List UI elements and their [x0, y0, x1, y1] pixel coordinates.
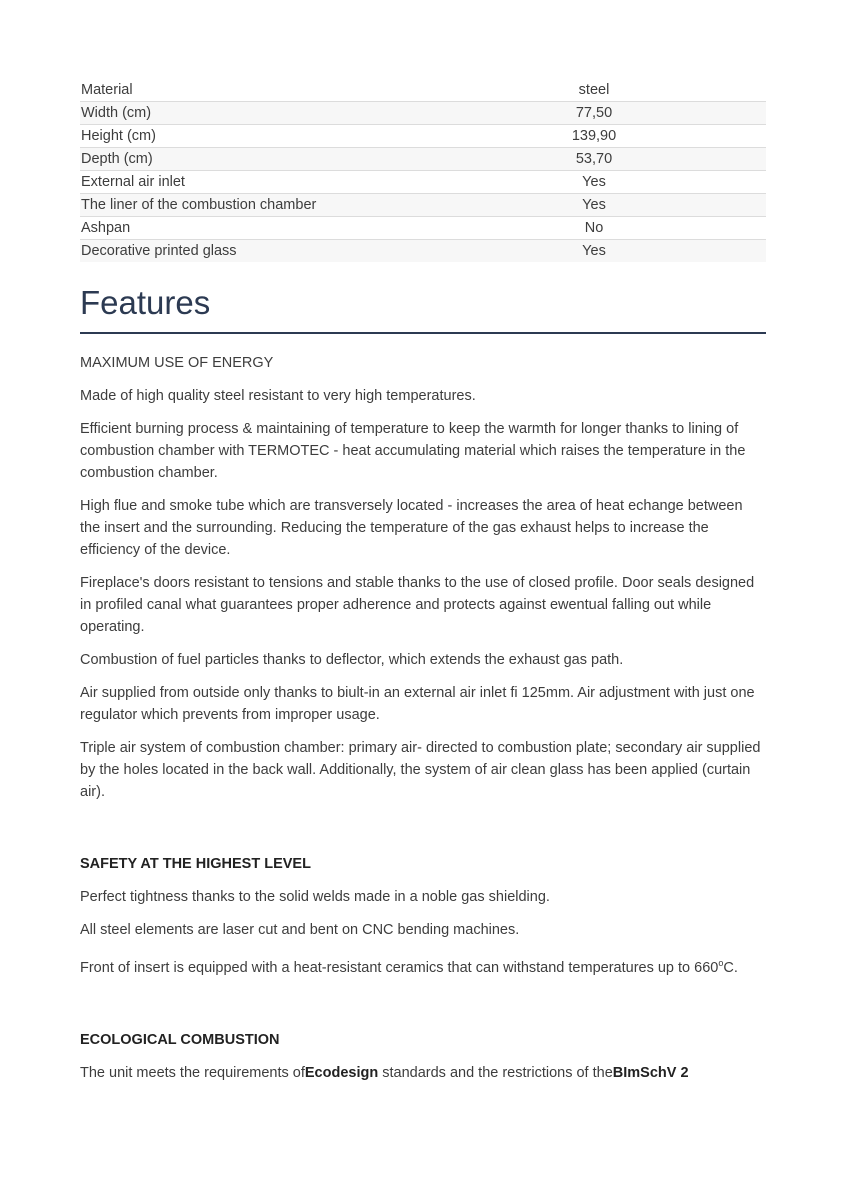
- eco-text-1: The unit meets the requirements of: [80, 1065, 305, 1081]
- paragraph: Air supplied from outside only thanks to biult-in an external air inlet fi 125mm. Air adjustment with just one regulator which prevents from improper usage.: [80, 685, 755, 723]
- ecodesign-bold: Ecodesign: [304, 1065, 379, 1081]
- spec-label: Width (cm): [80, 102, 421, 125]
- paragraph: Triple air system of combustion chamber: primary air- directed to combustion plate; secondary air supplied by the holes located in the back wall. Additionally, the system of air clean glass has been applied (curtain air).: [80, 740, 761, 800]
- safety-section: [80, 853, 766, 979]
- document-page: [80, 79, 766, 1095]
- table-row: [80, 79, 766, 102]
- paragraph: Efficient burning process & maintaining of temperature to keep the warmth for longer thanks to lining of combustion chamber with TERMOTEC - heat accumulating material which raises the temperature in the combustion chamber.: [80, 421, 746, 481]
- energy-heading: MAXIMUM USE OF ENERGY: [80, 355, 274, 371]
- ecological-heading: ECOLOGICAL COMBUSTION: [80, 1032, 280, 1048]
- paragraph: High flue and smoke tube which are transversely located - increases the area of heat echange between the insert and the surrounding. Reducing the temperature of the gas exhaust helps to increase the efficiency of the device.: [80, 498, 743, 558]
- spacer: [80, 990, 766, 1029]
- table-row: [80, 171, 766, 194]
- features-heading: Features: [80, 283, 766, 334]
- degree-sup: o: [718, 958, 724, 968]
- spec-label: External air inlet: [80, 171, 421, 194]
- spec-value: Yes: [421, 240, 766, 263]
- spacer: [80, 814, 766, 853]
- ceramics-text: Front of insert is equipped with a heat-resistant ceramics that can withstand temperatures up to 660: [80, 960, 719, 976]
- paragraph: Combustion of fuel particles thanks to deflector, which extends the exhaust gas path.: [80, 652, 624, 668]
- spec-label: Ashpan: [80, 217, 421, 240]
- table-row: [80, 148, 766, 171]
- spec-value: 77,50: [421, 102, 766, 125]
- spec-label: Depth (cm): [80, 148, 421, 171]
- table-row: [80, 102, 766, 125]
- spec-value: No: [421, 217, 766, 240]
- safety-heading: SAFETY AT THE HIGHEST LEVEL: [80, 856, 311, 872]
- specifications-table: [80, 79, 766, 262]
- paragraph: Perfect tightness thanks to the solid welds made in a noble gas shielding.: [80, 889, 550, 905]
- paragraph-ceramics: [80, 952, 766, 979]
- table-row: [80, 217, 766, 240]
- spec-label: Material: [81, 82, 133, 98]
- spec-value: 139,90: [421, 125, 766, 148]
- table-row: [80, 240, 766, 263]
- ceramics-unit: C.: [723, 960, 738, 976]
- paragraph: Fireplace's doors resistant to tensions and stable thanks to the use of closed profile. Door seals designed in profiled canal what guarantees proper adherence and protects against ewentual falling out while operating.: [80, 575, 755, 635]
- table-row: [80, 194, 766, 217]
- paragraph: Made of high quality steel resistant to very high temperatures.: [80, 388, 476, 404]
- ecological-section: [80, 1029, 766, 1084]
- table-row: [80, 125, 766, 148]
- energy-section: [80, 352, 766, 803]
- spec-value: Yes: [421, 194, 766, 217]
- spec-label: Height (cm): [80, 125, 421, 148]
- spec-label: Decorative printed glass: [80, 240, 421, 263]
- paragraph-ecological: [80, 1062, 766, 1084]
- spec-value: Yes: [421, 171, 766, 194]
- bimschv-bold: BImSchV 2: [612, 1065, 689, 1081]
- spec-value: steel: [578, 82, 610, 98]
- spec-label: The liner of the combustion chamber: [80, 194, 421, 217]
- paragraph: All steel elements are laser cut and bent on CNC bending machines.: [80, 922, 520, 938]
- spec-value: 53,70: [421, 148, 766, 171]
- eco-text-2: standards and the restrictions of the: [378, 1065, 613, 1081]
